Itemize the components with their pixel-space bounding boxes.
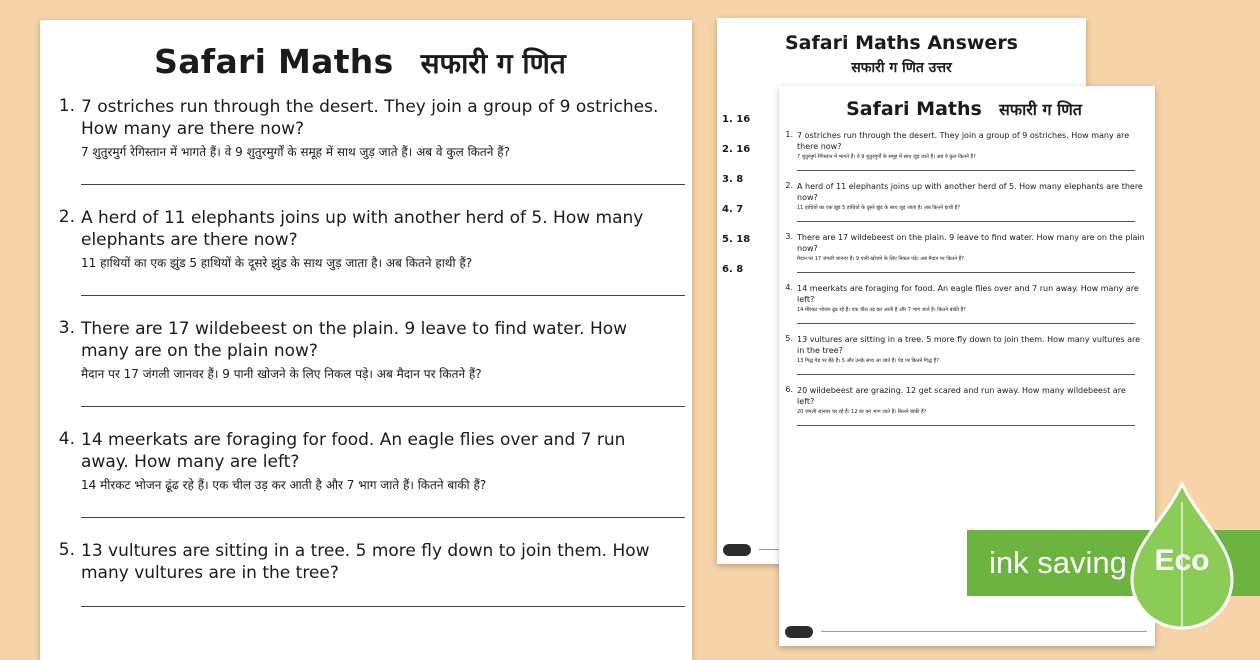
eco-label: Eco [1154, 544, 1210, 577]
answer-item: 5. 18 [722, 234, 751, 245]
question-row [50, 429, 670, 495]
question-text: There are 17 wildebeest on the plain. 9 leave to find water. How many are on the plain now? [81, 319, 628, 361]
question-number: 3. [785, 232, 793, 241]
question-body [81, 429, 670, 495]
question-item [50, 318, 670, 407]
question-body [81, 96, 670, 162]
answer-line [797, 221, 1135, 222]
question-number: 2. [58, 207, 75, 227]
answer-line [81, 406, 685, 407]
question-row [783, 130, 1145, 161]
answers-title-hindi: सफारी ग णित उत्तर [851, 60, 952, 76]
footer-divider [821, 631, 1147, 632]
question-text: 7 ostriches run through the desert. They join a group of 9 ostriches. How many are there now? [797, 131, 1130, 151]
title-hindi: सफारी ग णित [420, 47, 566, 80]
question-text-hindi: 20 जंगली जानवर चर रहे हैं। 12 डर कर भाग जाते हैं। कितने बाकी हैं? [797, 409, 927, 415]
preview-title [783, 98, 1145, 120]
question-number: 2. [785, 181, 793, 190]
answer-line [797, 374, 1135, 375]
question-number: 4. [58, 429, 75, 449]
answer-item: 1. 16 [722, 114, 751, 125]
question-row [50, 540, 670, 584]
question-text-hindi: 7 शुतुरमुर्ग रेगिस्तान में भागते हैं। वे 9 शुतुरमुर्गों के समूह में साथ जुड़ जाते हैं। अब वे कुल कितने हैं? [797, 154, 976, 160]
question-text: 14 meerkats are foraging for food. An eagle flies over and 7 run away. How many are left? [81, 430, 626, 472]
question-body [81, 318, 670, 384]
question-number: 3. [58, 318, 75, 338]
question-body [81, 540, 670, 584]
question-text: There are 17 wildebeest on the plain. 9 leave to find water. How many are on the plain now? [797, 233, 1145, 253]
answer-item: 3. 8 [722, 174, 744, 185]
question-item [783, 232, 1145, 273]
answer-line [797, 272, 1135, 273]
question-text: 13 vultures are sitting in a tree. 5 more fly down to join them. How many vultures are in the tree? [797, 335, 1141, 355]
question-body [797, 283, 1145, 314]
question-item [783, 283, 1145, 324]
question-number: 1. [58, 96, 75, 116]
question-row [50, 318, 670, 384]
ink-saving-label: ink saving [989, 545, 1127, 580]
answer-item: 6. 8 [722, 264, 744, 275]
preview-question-list [783, 130, 1145, 426]
preview-title-english: Safari Maths [846, 98, 982, 120]
preview-title-hindi: सफारी ग णित [998, 100, 1082, 119]
question-row [783, 283, 1145, 314]
question-row [50, 96, 670, 162]
question-item [50, 540, 670, 607]
question-text-hindi: मैदान पर 17 जंगली जानवर हैं। 9 पानी खोजने के लिए निकल पड़े। अब मैदान पर कितने हैं? [81, 367, 482, 381]
answer-line [81, 184, 685, 185]
question-text: A herd of 11 elephants joins up with another herd of 5. How many elephants are there now? [81, 208, 644, 250]
answer-line [81, 606, 685, 607]
publisher-logo [785, 626, 813, 638]
answer-list [722, 114, 750, 294]
question-text-hindi: 14 मीरकट भोजन ढूंढ रहे हैं। एक चील उड़ कर आती है और 7 भाग जाते हैं। कितने बाकी हैं? [797, 307, 966, 313]
question-item [783, 130, 1145, 171]
question-item [783, 334, 1145, 375]
question-number: 6. [785, 385, 793, 394]
question-text-hindi: 7 शुतुरमुर्ग रेगिस्तान में भागते हैं। वे 9 शुतुरमुर्गों के समूह में साथ जुड़ जाते हैं। अब वे कुल कितने हैं? [81, 145, 510, 159]
question-body [797, 232, 1145, 263]
worksheet-main [40, 20, 692, 660]
question-list [50, 96, 670, 607]
question-body [797, 385, 1145, 416]
question-row [50, 207, 670, 273]
question-item [783, 385, 1145, 426]
answer-line [81, 295, 685, 296]
eco-leaf-badge [1130, 482, 1234, 630]
publisher-logo [723, 544, 751, 556]
question-body [797, 181, 1145, 212]
question-body [81, 207, 670, 273]
question-text-hindi: 11 हाथियों का एक झुंड 5 हाथियों के दूसरे झुंड के साथ जुड़ जाता है। अब कितने हाथी हैं? [797, 205, 960, 211]
answer-item: 2. 16 [722, 144, 751, 155]
question-item [50, 96, 670, 185]
question-text: A herd of 11 elephants joins up with another herd of 5. How many elephants are there now? [797, 182, 1143, 202]
answer-line [797, 323, 1135, 324]
question-text-hindi: 13 गिद्ध पेड़ पर बैठे हैं। 5 और उनके साथ आ जाते हैं। पेड़ पर कितने गिद्ध हैं? [797, 358, 939, 364]
question-text: 14 meerkats are foraging for food. An eagle flies over and 7 run away. How many are left? [797, 284, 1139, 304]
question-text-hindi: 14 मीरकट भोजन ढूंढ रहे हैं। एक चील उड़ कर आती है और 7 भाग जाते हैं। कितने बाकी हैं? [81, 478, 487, 492]
question-body [797, 334, 1145, 365]
question-number: 1. [785, 130, 793, 139]
answer-line [797, 170, 1135, 171]
answers-title-english: Safari Maths Answers [784, 32, 1018, 54]
question-item [783, 181, 1145, 222]
question-row [783, 232, 1145, 263]
question-item [50, 429, 670, 518]
question-text: 20 wildebeest are grazing. 12 get scared and run away. How many wildebeest are left? [797, 386, 1126, 406]
answer-line [81, 517, 685, 518]
question-row [783, 334, 1145, 365]
question-text-hindi: मैदान पर 17 जंगली जानवर हैं। 9 पानी खोजने के लिए निकल पड़े। अब मैदान पर कितने हैं? [797, 256, 964, 262]
worksheet-title [50, 42, 670, 82]
question-row [783, 181, 1145, 212]
question-body [797, 130, 1145, 161]
question-number: 5. [785, 334, 793, 343]
question-text-hindi: 11 हाथियों का एक झुंड 5 हाथियों के दूसरे झुंड के साथ जुड़ जाता है। अब कितने हाथी हैं? [81, 256, 473, 270]
answer-line [797, 425, 1135, 426]
question-number: 5. [58, 540, 75, 560]
question-item [50, 207, 670, 296]
question-text: 7 ostriches run through the desert. They join a group of 9 ostriches. How many are there now? [81, 97, 659, 139]
answer-item: 4. 7 [722, 204, 744, 215]
title-english: Safari Maths [154, 42, 394, 81]
question-text: 13 vultures are sitting in a tree. 5 more fly down to join them. How many vultures are in the tree? [81, 541, 650, 583]
question-number: 4. [785, 283, 793, 292]
question-row [783, 385, 1145, 416]
